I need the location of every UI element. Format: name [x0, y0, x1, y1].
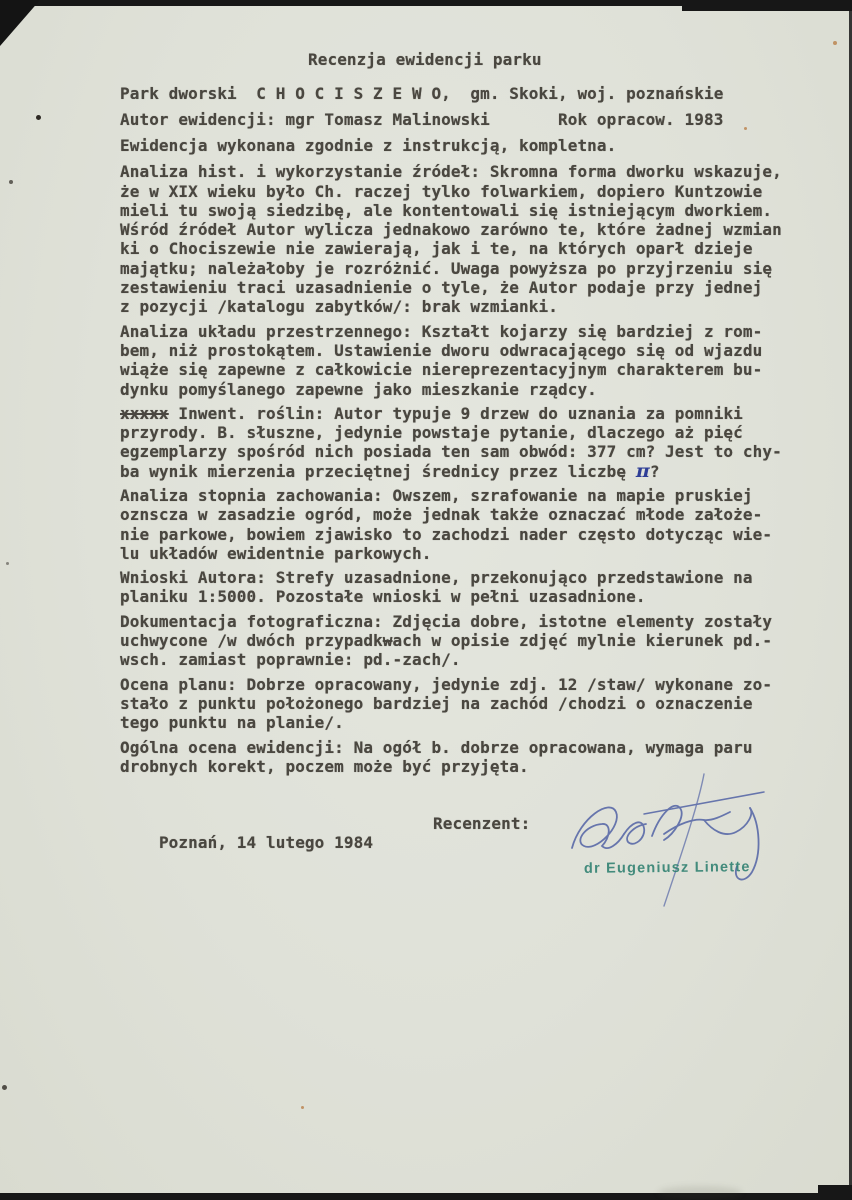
text-line: zestawieniu traci uzasadnienie o tyle, że Autor podaje przy jednej	[120, 278, 763, 298]
text-line: Ocena planu: Dobrze opracowany, jedynie zdj. 12 /staw/ wykonane zo-	[120, 674, 773, 694]
completeness-line: Ewidencja wykonana zgodnie z instrukcją, kompletna.	[120, 136, 617, 156]
text-line: ba wynik mierzenia przeciętnej średnicy przez liczbę π?	[120, 459, 660, 482]
text-line: Wnioski Autora: Strefy uzasadnione, przekonująco przedstawione na	[120, 568, 753, 588]
text-line: mieli tu swoją siedzibę, ale kontentowali się istniejącym dworkiem.	[120, 200, 773, 220]
paragraph	[120, 404, 826, 481]
text-line: bem, niż prostokątem. Ustawienie dworu odwracającego się od wjazdu	[120, 340, 763, 360]
review-paragraphs	[120, 162, 826, 776]
text-line: nie parkowe, bowiem zjawisko to zachodzi nader często dotycząc wie-	[120, 524, 773, 544]
paragraph	[120, 162, 826, 316]
text-line: Wśród źródeł Autor wylicza jednakowo zarówno te, które żadnej wzmian	[120, 220, 782, 240]
text-line: Analiza stopnia zachowania: Owszem, szrafowanie na mapie pruskiej	[120, 486, 753, 505]
text-line: Dokumentacja fotograficzna: Zdjęcia dobre, istotne elementy zostały	[120, 611, 773, 631]
paper-speck	[301, 1106, 304, 1109]
reviewer-label: Recenzent:	[433, 814, 531, 834]
text-line: wiąże się zapewne z całkowicie niereprezentacyjnym charakterem bu-	[120, 360, 763, 380]
text-line: ki o Chociszewie nie zawierają, jak i te, na których oparł dzieje	[120, 239, 753, 259]
scan-edge-top-right	[682, 0, 852, 11]
text-line: wsch. zamiast poprawnie: pd.-zach/.	[120, 650, 461, 670]
punch-hole	[9, 180, 13, 184]
paragraph	[120, 568, 826, 607]
paper-smudge	[658, 1186, 742, 1199]
text-line: majątku; należałoby je rozróżnić. Uwaga powyższa po przyjrzeniu się	[120, 258, 773, 278]
paragraph	[120, 675, 826, 733]
signature	[552, 772, 792, 912]
text-line: oznscza w zasadzie ogród, może jednak także oznaczać młode założe-	[120, 505, 763, 525]
paragraph	[120, 486, 826, 563]
text-line: Analiza układu przestrzennego: Kształt kojarzy się bardziej z rom-	[120, 321, 763, 341]
text-line: stało z punktu położonego bardziej na zachód /chodzi o oznaczenie	[120, 693, 753, 713]
text-line: lu układów ewidentnie parkowych.	[120, 543, 432, 563]
text-line: Analiza hist. i wykorzystanie źródeł: Skromna forma dworku wskazuje,	[120, 162, 782, 182]
scan-corner-top-left	[0, 0, 40, 46]
place-and-date: Poznań, 14 lutego 1984	[158, 833, 374, 853]
text-line: tego punktu na planie/.	[120, 713, 344, 733]
scan-edge-bottom-right	[818, 1185, 852, 1200]
typewritten-document	[120, 50, 826, 853]
text-line: przyrody. B. słuszne, jedynie powstaje pytanie, dlaczego aż pięć	[120, 423, 743, 443]
author-year-line: Autor ewidencji: mgr Tomasz Malinowski Rok opracow. 1983	[120, 110, 724, 130]
document-title: Recenzja ewidencji parku	[308, 50, 542, 69]
punch-hole	[36, 115, 41, 120]
struck-text: xxxxx	[120, 403, 169, 423]
text-line: dynku pomyślanego zapewne jako mieszkanie rządcy.	[120, 379, 597, 399]
paragraph	[120, 322, 826, 399]
text-line: drobnych korekt, poczem może być przyjęta.	[120, 756, 529, 776]
paper-speck	[6, 562, 9, 565]
text-line: Ogólna ocena ewidencji: Na ogół b. dobrze opracowana, wymaga paru	[120, 737, 753, 757]
text-line: że w XIX wieku było Ch. raczej tylko folwarkiem, dopiero Kuntzowie	[120, 181, 763, 201]
park-name-line: Park dworski C H O C I S Z E W O, gm. Skoki, woj. poznańskie	[120, 84, 724, 104]
reviewer-stamp: dr Eugeniusz Linette	[583, 859, 751, 877]
text-line: planiku 1:5000. Pozostałe wnioski w pełni uzasadnione.	[120, 587, 646, 607]
paper-speck	[833, 41, 837, 45]
text-line: uchwycone /w dwóch przypadkwach w opisie zdjęć mylnie kierunek pd.-	[120, 631, 773, 651]
text-line: egzemplarzy spośród nich posiada ten sam obwód: 377 cm? Jest to chy-	[120, 442, 782, 462]
text-line: z pozycji /katalogu zabytków/: brak wzmianki.	[120, 297, 558, 317]
paragraph	[120, 738, 826, 777]
paragraph	[120, 612, 826, 670]
struck-text: w	[382, 631, 393, 651]
text-line: xxxxx Inwent. roślin: Autor typuje 9 drzew do uznania za pomniki	[120, 403, 743, 423]
punch-hole	[2, 1085, 7, 1090]
pi-symbol: π	[635, 459, 650, 482]
